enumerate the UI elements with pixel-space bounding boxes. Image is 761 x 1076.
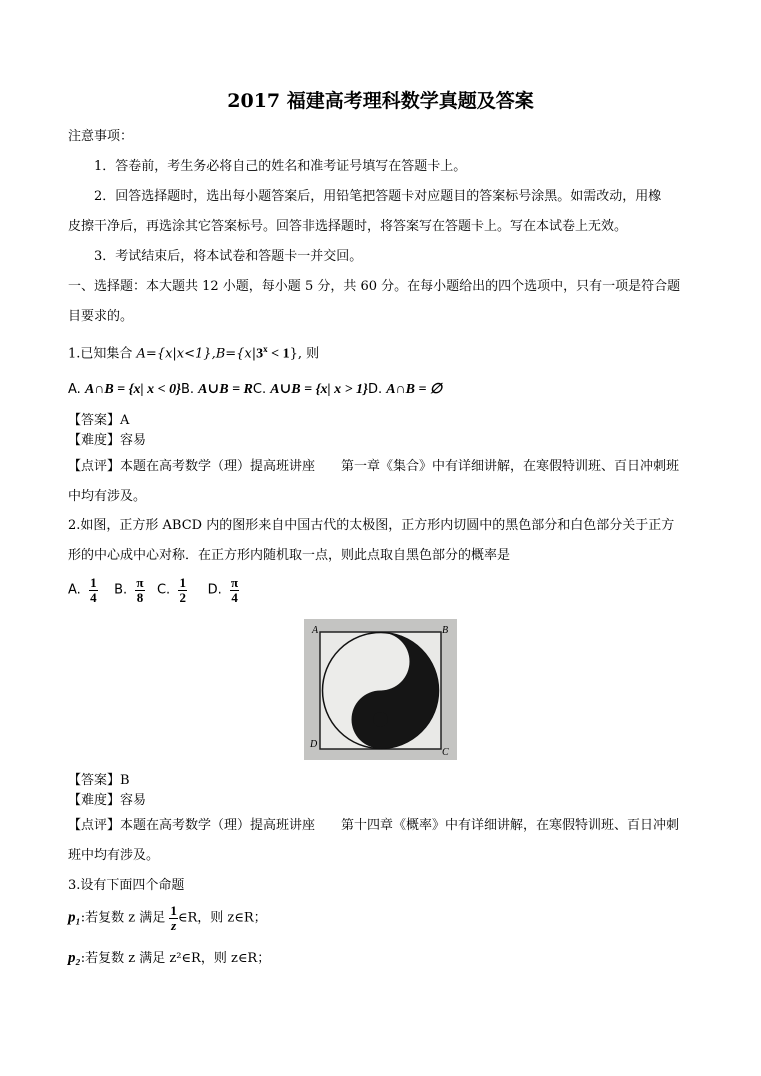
notice-item-2-line-1: 2．回答选择题时，选出每小题答案后，用铅笔把答题卡对应题目的答案标号涂黑。如需改动，用橡 xyxy=(94,189,662,204)
q2-stem-line-2: 形的中心成中心对称．在正方形内随机取一点，则此点取自黑色部分的概率是 xyxy=(68,548,511,563)
q2-option-a-fraction xyxy=(89,576,98,604)
vertex-label-a: A xyxy=(312,625,319,636)
q1-answer: 【答案】A xyxy=(68,413,130,428)
p1-text-b: ∈R，则 z∈R； xyxy=(177,910,267,926)
q2-option-c-fraction xyxy=(178,576,187,604)
q1-option-d: A∩B = ∅ xyxy=(386,382,443,397)
q1-option-a-label: A. xyxy=(68,382,85,397)
q2-difficulty: 【难度】容易 xyxy=(68,793,147,808)
p2-label: p₂ xyxy=(68,950,81,966)
p1-text-a: :若复数 z 满足 xyxy=(80,910,166,926)
notice-item-2-line-2: 皮擦干净后，再选涂其它答案标号。回答非选择题时，将答案写在答题卡上。写在本试卷上无效。 xyxy=(68,219,628,234)
q1-stem-sets: A={x|x<1},B={x| xyxy=(132,346,257,362)
q1-option-a: A∩B = {x| x < 0} xyxy=(84,382,181,397)
q3-proposition-p1 xyxy=(68,904,267,932)
white-dot xyxy=(373,654,388,669)
p2-text: :若复数 z 满足 z²∈R，则 z∈R； xyxy=(80,951,271,966)
q2-option-d-fraction xyxy=(230,576,239,604)
vertex-label-d: D xyxy=(310,739,318,750)
taiji-figure xyxy=(304,619,457,760)
q2-option-d-den: 4 xyxy=(231,589,238,605)
q2-option-b-label: B. xyxy=(114,582,128,598)
q1-comment-line-1: 【点评】本题在高考数学（理）提高班讲座 第一章《集合》中有详细讲解，在寒假特训班、百日冲刺班 xyxy=(68,459,680,474)
q1-options xyxy=(68,383,442,397)
q2-options xyxy=(68,576,239,604)
p1-num: 1 xyxy=(170,903,177,918)
q3-proposition-p2 xyxy=(68,951,270,966)
q2-option-b-fraction xyxy=(135,576,144,604)
q1-stem xyxy=(68,345,319,361)
q1-stem-exponent: x xyxy=(263,344,268,354)
q2-option-c-label: C. xyxy=(156,582,171,598)
vertex-label-b: B xyxy=(442,625,449,636)
page-title: 2017 福建高考理科数学真题及答案 xyxy=(227,90,534,112)
p1-fraction xyxy=(169,904,178,932)
q1-option-d-label: D. xyxy=(367,382,387,397)
p1-label: p₁ xyxy=(68,909,81,926)
section-1-line-2: 目要求的。 xyxy=(68,309,134,324)
q2-option-a-num: 1 xyxy=(90,575,97,590)
p1-den: z xyxy=(171,917,177,933)
q2-option-a-label: A. xyxy=(68,582,81,598)
q2-option-a-den: 4 xyxy=(90,589,97,605)
q1-option-b-label: B. xyxy=(180,382,199,397)
q2-comment-line-1: 【点评】本题在高考数学（理）提高班讲座 第十四章《概率》中有详细讲解，在寒假特训班、百日冲刺 xyxy=(68,818,680,833)
q2-option-c-num: 1 xyxy=(179,575,186,590)
q2-option-b-den: 8 xyxy=(136,589,144,605)
q2-answer: 【答案】B xyxy=(68,773,130,788)
q1-stem-base: 3 xyxy=(256,346,264,362)
vertex-label-c: C xyxy=(442,747,449,758)
q1-option-b: A∪B = R xyxy=(198,382,253,397)
q1-difficulty: 【难度】容易 xyxy=(68,433,147,448)
q2-option-b-num: π xyxy=(136,575,144,590)
q2-option-c-den: 2 xyxy=(179,589,186,605)
notice-heading: 注意事项： xyxy=(68,129,134,144)
section-1-line-1: 一、选择题：本大题共 12 小题，每小题 5 分，共 60 分。在每小题给出的四个选项中，只有一项是符合题 xyxy=(68,279,681,294)
q2-comment-line-2: 班中均有涉及。 xyxy=(68,848,160,863)
q3-stem: 3.设有下面四个命题 xyxy=(68,878,185,893)
notice-item-1: 1．答卷前，考生务必将自己的姓名和准考证号填写在答题卡上。 xyxy=(94,159,467,174)
black-dot xyxy=(373,712,388,727)
q1-comment-line-2: 中均有涉及。 xyxy=(68,489,147,504)
q1-stem-ineq-tail: < 1 xyxy=(267,346,290,362)
q1-option-c-label: C. xyxy=(252,382,271,397)
q1-option-c: A∪B = {x| x > 1} xyxy=(270,382,368,397)
q1-stem-prefix: 1.已知集合 xyxy=(68,346,133,362)
notice-item-3: 3．考试结束后，将本试卷和答题卡一并交回。 xyxy=(94,249,363,264)
q1-stem-suffix: }, 则 xyxy=(289,346,320,362)
q2-option-d-label: D. xyxy=(207,582,222,598)
q2-option-d-num: π xyxy=(231,575,239,590)
q2-stem-line-1: 2.如图，正方形 ABCD 内的图形来自中国古代的太极图，正方形内切圆中的黑色部分和白色部分关于正方 xyxy=(68,518,675,533)
